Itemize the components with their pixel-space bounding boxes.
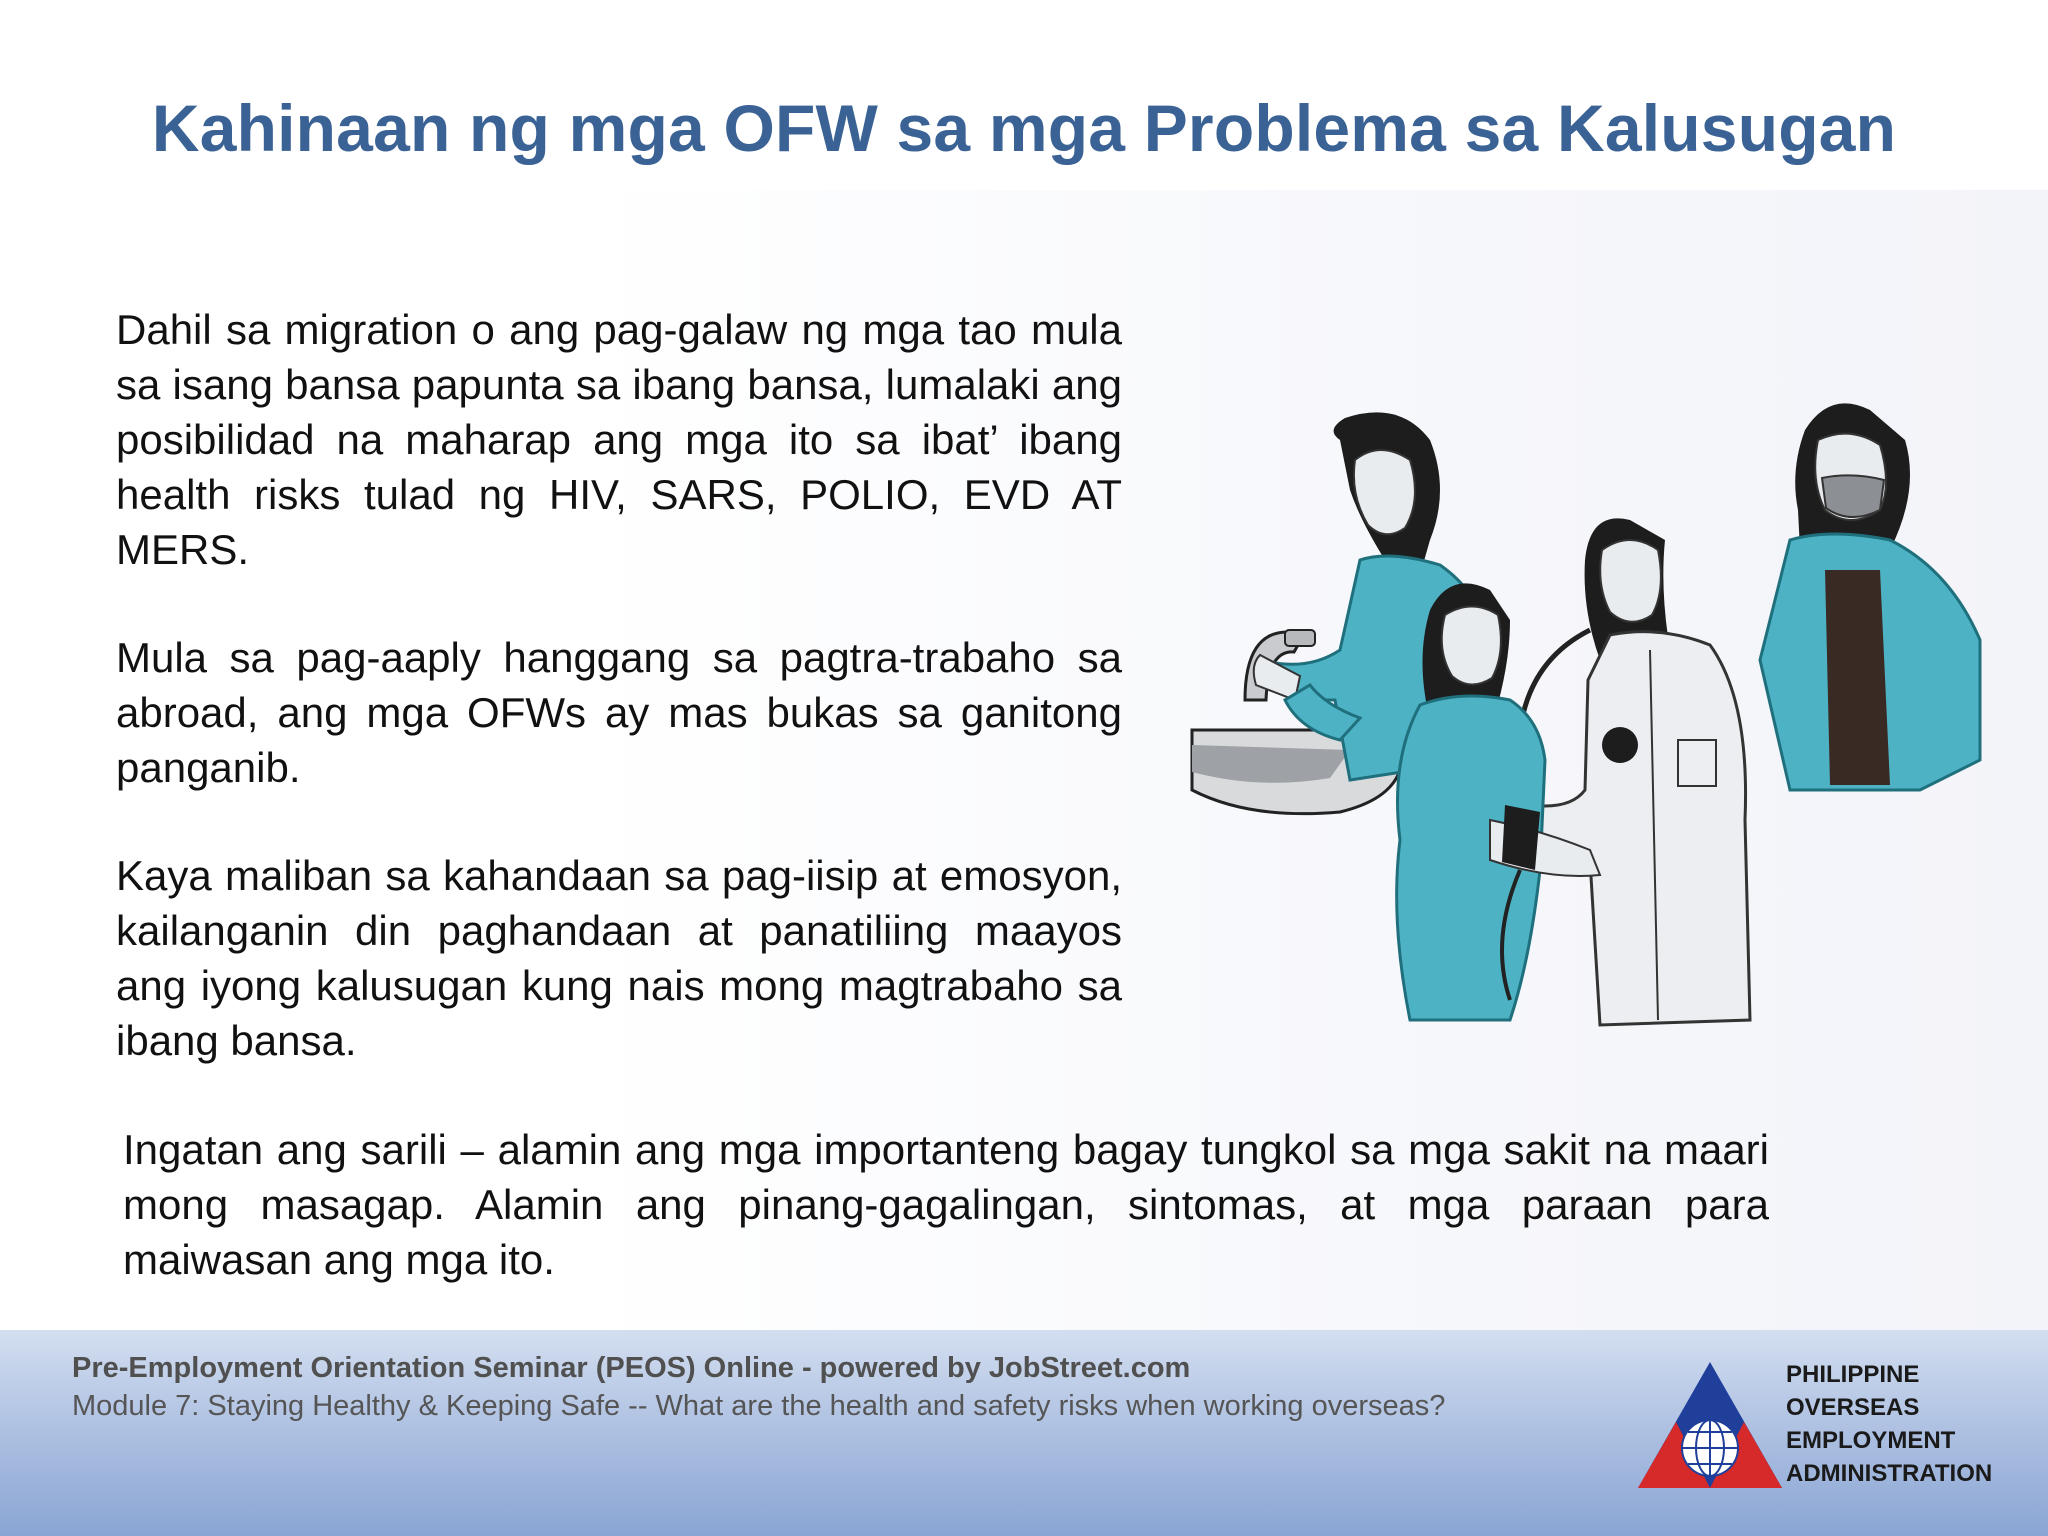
agency-name [1786,1358,1992,1490]
nurses-health-check-illustration [1190,400,2010,1040]
footer-seminar-title: Pre-Employment Orientation Seminar (PEOS) Online - powered by JobStreet.com [72,1352,1191,1384]
doctor-white-coat-icon [1518,518,1751,1025]
agency-line-philippine: PHILIPPINE [1786,1361,1920,1388]
nurse-masked-icon [1760,403,1980,790]
agency-line-overseas: OVERSEAS [1786,1394,1920,1421]
paragraph-applying: Mula sa pag-aaply hanggang sa pagtra-trabaho sa abroad, ang mga OFWs ay mas bukas sa ganitong panganib. [116,634,1122,791]
paragraph-preparation: Kaya maliban sa kahandaan sa pag-iisip at emosyon, kailanganin din paghandaan at panatiliing maayos ang iyong kalusugan kung nais mong magtrabaho sa ibang bansa. [116,852,1122,1064]
footer-module-title: Module 7: Staying Healthy & Keeping Safe -- What are the health and safety risks when working overseas? [72,1390,1446,1422]
slide-title: Kahinaan ng mga OFW sa mga Problema sa Kalusugan [151,91,1897,165]
footer-bar [0,1330,2048,1536]
agency-line-administration: ADMINISTRATION [1786,1460,1993,1487]
agency-line-employment: EMPLOYMENT [1786,1427,1956,1454]
poea-logo [1636,1360,1784,1492]
paragraph-migration: Dahil sa migration o ang pag-galaw ng mga tao mula sa isang bansa papunta sa ibang bansa, lumalaki ang posibilidad na maharap ang mga ito sa ibat’ ibang health risks tulad ng HIV, SARS, POLIO, EVD AT MERS. [116,306,1122,573]
paragraph-take-care: Ingatan ang sarili – alamin ang mga importanteng bagay tungkol sa mga sakit na maari mong masagap. Alamin ang pinang-gagalingan, sintomas, at mga paraan para maiwasan ang mga ito. [123,1126,1769,1283]
